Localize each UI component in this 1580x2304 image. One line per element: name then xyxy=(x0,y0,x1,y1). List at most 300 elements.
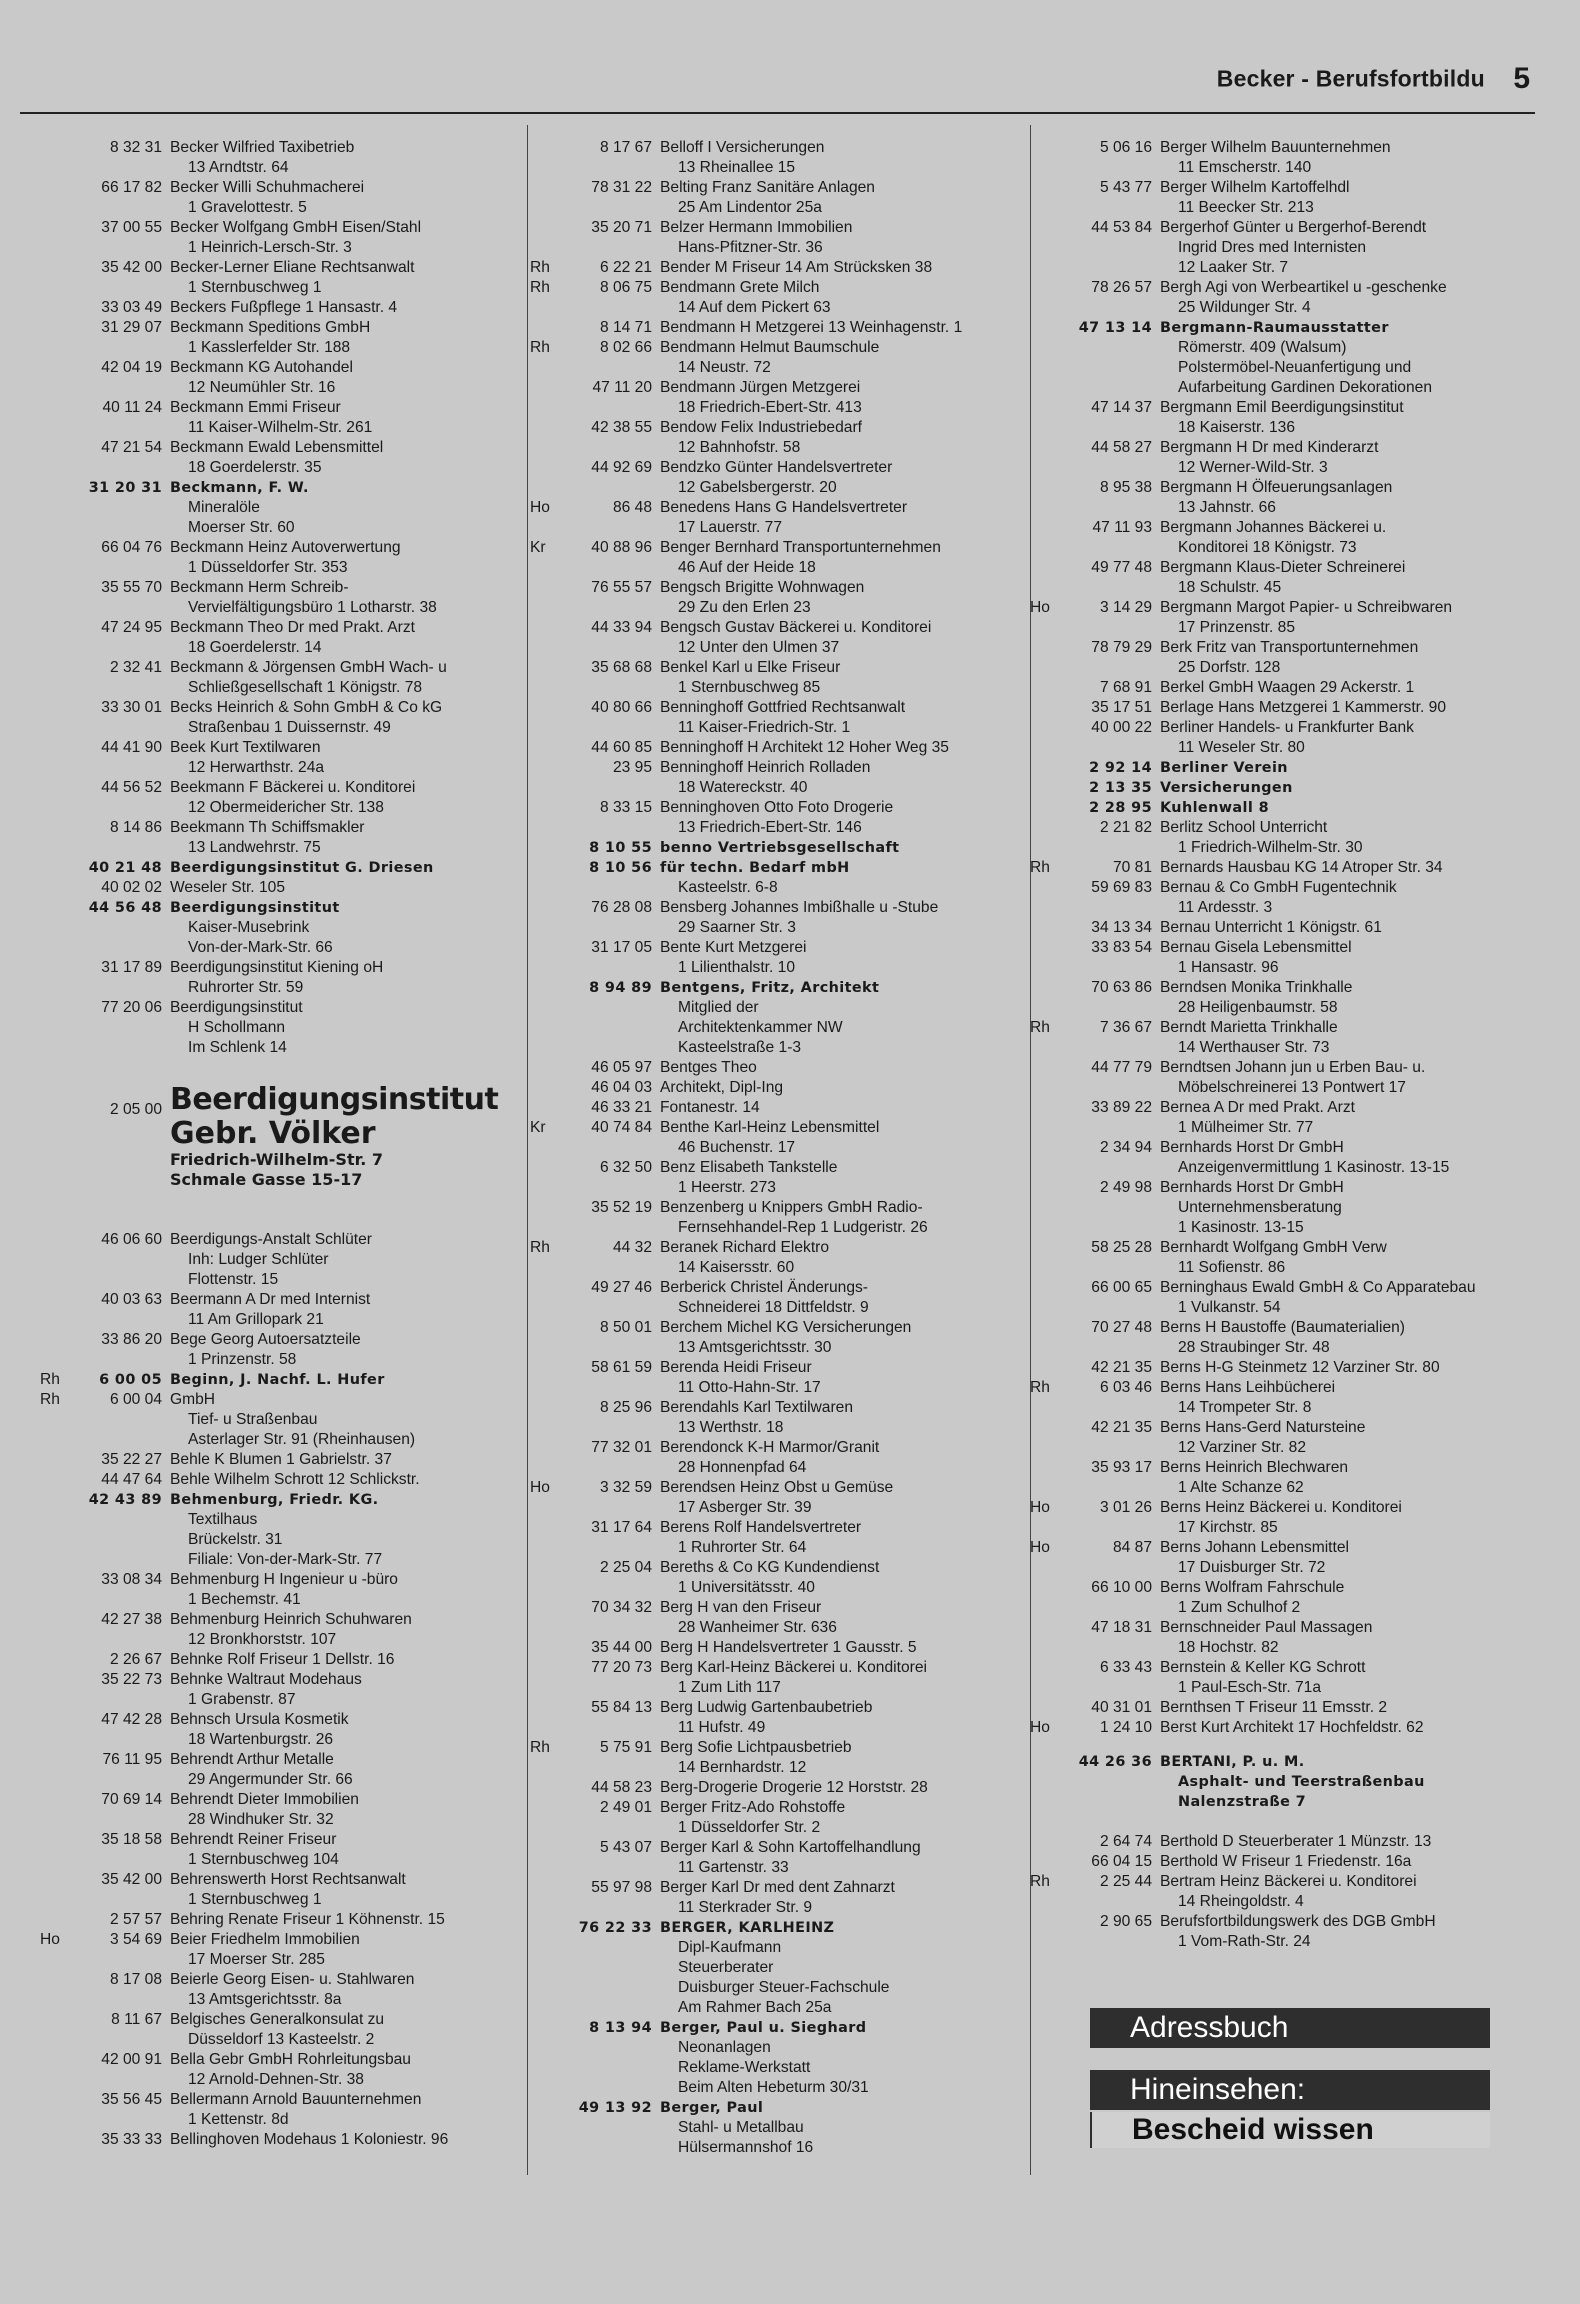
entry-ad-headline: Gebr. Völker xyxy=(170,1116,376,1151)
entry-district xyxy=(40,1910,78,1930)
entry-district xyxy=(530,218,568,258)
entry-line: Anzeigenvermittlung 1 Kasinostr. 13-15 xyxy=(1178,1159,1450,1176)
entry-district xyxy=(530,758,568,798)
entry-subline: Duisburger Steuer-Fachschule xyxy=(678,1979,890,1996)
entry-line: 46 Auf der Heide 18 xyxy=(678,559,816,576)
entry-line: Belgisches Generalkonsulat zu xyxy=(170,2011,385,2028)
directory-entry xyxy=(530,138,1030,178)
entry-line: Bernea A Dr med Prakt. Arzt xyxy=(1160,1099,1356,1116)
entry-ad-headline: Beerdigungsinstitut xyxy=(170,1082,499,1117)
entry-line: 25 Wildunger Str. 4 xyxy=(1178,299,1311,316)
entry-line: 12 Obermeidericher Str. 138 xyxy=(188,799,384,816)
entry-phone-number: 40 74 84 xyxy=(591,1119,652,1136)
entry-district: Ho xyxy=(1030,1539,1050,1556)
directory-column-2 xyxy=(530,138,1030,2158)
directory-entry xyxy=(530,618,1030,658)
entry-line: Bergmann-Raumausstatter xyxy=(1160,320,1389,336)
entry-line: Beerdigungsinstitut G. Driesen xyxy=(170,860,434,876)
entry-phone-number: 76 22 33 xyxy=(578,1920,652,1936)
entry-line: 28 Wanheimer Str. 636 xyxy=(678,1619,837,1636)
banner-adressbuch: Adressbuch xyxy=(1090,2008,1490,2048)
directory-entry xyxy=(1030,1458,1550,1498)
entry-line: Bellinghoven Modehaus 1 Koloniestr. 96 xyxy=(170,2131,449,2148)
entry-line: 11 Hufstr. 49 xyxy=(678,1719,766,1736)
entry-line: Berliner Handels- u Frankfurter Bank xyxy=(1160,719,1414,736)
entry-district xyxy=(530,1518,568,1558)
entry-line: Berger Wilhelm Kartoffelhdl xyxy=(1160,179,1350,196)
directory-entry xyxy=(530,2098,1030,2158)
entry-line: Beerdigungsinstitut xyxy=(170,900,340,916)
entry-district xyxy=(530,1658,568,1698)
entry-text xyxy=(1160,798,1550,818)
directory-entry xyxy=(40,218,510,258)
entry-line: Berns Heinrich Blechwaren xyxy=(1160,1459,1349,1476)
entry-line: 1 Prinzenstr. 58 xyxy=(188,1351,297,1368)
directory-entry xyxy=(530,1698,1030,1738)
directory-entry xyxy=(40,1610,510,1650)
entry-text xyxy=(170,1450,510,1470)
directory-entry xyxy=(40,2010,510,2050)
entry-district: Ho xyxy=(1030,1719,1050,1736)
entry-district xyxy=(530,378,568,418)
entry-line: Beckmann Theo Dr med Prakt. Arzt xyxy=(170,619,415,636)
entry-phone-number: 8 10 55 xyxy=(589,840,652,856)
entry-line: 18 Wartenburgstr. 26 xyxy=(188,1731,334,1748)
entry-district xyxy=(40,698,78,738)
entry-text xyxy=(660,1798,1030,1838)
entry-text xyxy=(170,1750,510,1790)
entry-text xyxy=(660,1398,1030,1438)
entry-line: 18 Goerdelerstr. 35 xyxy=(188,459,322,476)
entry-phone-number: 40 02 02 xyxy=(101,879,162,896)
directory-entry xyxy=(530,1738,1030,1778)
entry-subline: Mitglied der xyxy=(678,999,759,1016)
entry-phone-number: 31 29 07 xyxy=(101,319,162,336)
entry-text xyxy=(1160,1138,1550,1178)
entry-subline: Steuerberater xyxy=(678,1959,774,1976)
entry-text xyxy=(1160,1752,1550,1812)
entry-phone-number: 78 26 57 xyxy=(1091,279,1152,296)
entry-text xyxy=(660,1738,1030,1778)
entry-text xyxy=(660,1518,1030,1558)
entry-phone-number: 42 43 89 xyxy=(88,1492,162,1508)
entry-line: 1 Sternbuschweg 85 xyxy=(678,679,821,696)
entry-text xyxy=(1160,1872,1550,1912)
entry-line: 14 Rheingoldstr. 4 xyxy=(1178,1893,1304,1910)
entry-phone-number: 46 04 03 xyxy=(591,1079,652,1096)
entry-text xyxy=(1160,1178,1550,1238)
entry-phone-number: 78 31 22 xyxy=(591,179,652,196)
entry-line: 12 Bronkhorststr. 107 xyxy=(188,1631,337,1648)
entry-line: Bernau & Co GmbH Fugentechnik xyxy=(1160,879,1397,896)
entry-phone-number: 76 11 95 xyxy=(102,1751,162,1768)
entry-district xyxy=(1030,318,1068,398)
entry-line: Bente Kurt Metzgerei xyxy=(660,939,807,956)
entry-line: 28 Windhuker Str. 32 xyxy=(188,1811,334,1828)
entry-line: 12 Neumühler Str. 16 xyxy=(188,379,336,396)
entry-line: 17 Duisburger Str. 72 xyxy=(1178,1559,1326,1576)
entry-line: Berg Karl-Heinz Bäckerei u. Konditorei xyxy=(660,1659,927,1676)
entry-line: Ruhrorter Str. 59 xyxy=(188,979,304,996)
entry-text xyxy=(1160,858,1550,878)
entry-text xyxy=(1160,218,1550,278)
entry-line: Behrenswerth Horst Rechtsanwalt xyxy=(170,1871,406,1888)
directory-entry xyxy=(1030,1832,1550,1852)
entry-district xyxy=(1030,1912,1068,1952)
entry-line: 12 Bahnhofstr. 58 xyxy=(678,439,801,456)
entry-text xyxy=(1160,1378,1550,1418)
entry-text xyxy=(1160,1618,1550,1658)
entry-line: 11 Kaiser-Friedrich-Str. 1 xyxy=(678,719,851,736)
entry-phone-number: 47 14 37 xyxy=(1091,399,1152,416)
entry-line: Beek Kurt Textilwaren xyxy=(170,739,321,756)
entry-subline: Römerstr. 409 (Walsum) xyxy=(1178,339,1347,356)
directory-entry xyxy=(530,738,1030,758)
entry-text xyxy=(170,1330,510,1370)
entry-line: Belzer Hermann Immobilien xyxy=(660,219,853,236)
entry-phone-number: 33 83 54 xyxy=(1091,939,1152,956)
entry-line: Berchem Michel KG Versicherungen xyxy=(660,1319,912,1336)
entry-phone-number: 35 52 19 xyxy=(591,1199,652,1216)
entry-line: Bernhards Horst Dr GmbH xyxy=(1160,1179,1344,1196)
banner-bescheid-wissen: Bescheid wissen xyxy=(1090,2112,1490,2148)
entry-district xyxy=(1030,778,1068,798)
entry-text xyxy=(170,1390,510,1450)
entry-district xyxy=(40,1650,78,1670)
directory-entry xyxy=(530,1118,1030,1158)
directory-entry xyxy=(40,2050,510,2090)
entry-line: Berlage Hans Metzgerei 1 Kammerstr. 90 xyxy=(1160,699,1447,716)
directory-entry xyxy=(40,318,510,358)
entry-district xyxy=(40,1470,78,1490)
entry-phone-number: 2 64 74 xyxy=(1099,1833,1152,1850)
entry-district xyxy=(40,438,78,478)
directory-entry xyxy=(1030,478,1550,518)
directory-entry xyxy=(1030,1238,1550,1278)
entry-phone-number: 33 89 22 xyxy=(1091,1099,1152,1116)
entry-line: Berger Karl & Sohn Kartoffelhandlung xyxy=(660,1839,921,1856)
entry-line: 13 Arndtstr. 64 xyxy=(188,159,289,176)
entry-phone-number: 33 86 20 xyxy=(101,1331,162,1348)
entry-line: 1 Universitätsstr. 40 xyxy=(678,1579,815,1596)
entry-district xyxy=(1030,1278,1068,1318)
entry-phone-number: 70 63 86 xyxy=(1091,979,1152,996)
entry-phone-number: 8 14 71 xyxy=(599,319,652,336)
entry-district xyxy=(1030,878,1068,918)
entry-text xyxy=(1160,398,1550,438)
entry-district xyxy=(530,738,568,758)
entry-text xyxy=(170,1910,510,1930)
directory-entry xyxy=(1030,1912,1550,1952)
entry-text xyxy=(1160,1578,1550,1618)
entry-line: Bernthsen T Friseur 11 Emsstr. 2 xyxy=(1160,1699,1388,1716)
entry-line: Belting Franz Sanitäre Anlagen xyxy=(660,179,875,196)
directory-entry xyxy=(530,338,1030,378)
entry-text xyxy=(660,138,1030,178)
entry-district xyxy=(1030,518,1068,558)
entry-line: Berendonck K-H Marmor/Granit xyxy=(660,1439,880,1456)
entry-line: Berg H van den Friseur xyxy=(660,1599,822,1616)
entry-phone-number: 46 06 60 xyxy=(101,1231,162,1248)
entry-text xyxy=(1160,1498,1550,1538)
entry-text xyxy=(660,538,1030,578)
entry-text xyxy=(660,578,1030,618)
entry-line: Berndt Marietta Trinkhalle xyxy=(1160,1019,1338,1036)
entry-line: Bernau Unterricht 1 Königstr. 61 xyxy=(1160,919,1382,936)
directory-entry xyxy=(40,2130,510,2150)
entry-district xyxy=(530,798,568,838)
entry-line: Berg-Drogerie Drogerie 12 Horststr. 28 xyxy=(660,1779,928,1796)
directory-entry xyxy=(40,1570,510,1610)
entry-text xyxy=(170,1570,510,1610)
entry-phone-number: 8 94 89 xyxy=(589,980,652,996)
directory-entry xyxy=(40,1082,510,1190)
entry-line: Asterlager Str. 91 (Rheinhausen) xyxy=(188,1431,416,1448)
entry-district xyxy=(40,1790,78,1830)
banner-hineinsehen: Hineinsehen: xyxy=(1090,2070,1490,2110)
entry-line: Berns H Baustoffe (Baumaterialien) xyxy=(1160,1319,1405,1336)
directory-entry xyxy=(1030,1318,1550,1358)
entry-district xyxy=(40,1330,78,1370)
entry-district xyxy=(1030,1852,1068,1872)
entry-line: Unternehmensberatung xyxy=(1178,1199,1342,1216)
entry-district xyxy=(40,1870,78,1910)
entry-line: Beckmann KG Autohandel xyxy=(170,359,353,376)
entry-text xyxy=(170,1370,510,1390)
entry-line: 11 Sofienstr. 86 xyxy=(1178,1259,1286,1276)
entry-text xyxy=(660,318,1030,338)
entry-phone-number: 66 10 00 xyxy=(1091,1579,1152,1596)
entry-district xyxy=(530,938,568,978)
entry-line: 1 Sternbuschweg 1 xyxy=(188,279,322,296)
directory-entry xyxy=(40,858,510,878)
entry-subline: Von-der-Mark-Str. 66 xyxy=(188,939,333,956)
entry-phone-number: 33 03 49 xyxy=(101,299,162,316)
entry-line: 11 Emscherstr. 140 xyxy=(1178,159,1312,176)
entry-subline: Dipl-Kaufmann xyxy=(678,1939,782,1956)
entry-district: Rh xyxy=(40,1371,60,1388)
entry-line: 1 Kasinostr. 13-15 xyxy=(1178,1219,1304,1236)
entry-district xyxy=(1030,398,1068,438)
entry-phone-number: 8 13 94 xyxy=(589,2020,652,2036)
entry-phone-number: 55 84 13 xyxy=(591,1699,652,1716)
entry-line: Beekmann Th Schiffsmakler xyxy=(170,819,365,836)
directory-column-1 xyxy=(40,138,510,2150)
entry-line: Berg H Handelsvertreter 1 Gausstr. 5 xyxy=(660,1639,917,1656)
directory-entry xyxy=(40,1470,510,1490)
entry-line: Berthold D Steuerberater 1 Münzstr. 13 xyxy=(1160,1833,1432,1850)
entry-line: H Schollmann xyxy=(188,1019,286,1036)
entry-text xyxy=(170,358,510,398)
entry-line: Bergmann H Ölfeuerungsanlagen xyxy=(1160,479,1393,496)
entry-phone-number: 31 17 64 xyxy=(591,1519,652,1536)
entry-district xyxy=(530,1198,568,1238)
entry-district xyxy=(530,1638,568,1658)
entry-text xyxy=(170,658,510,698)
entry-line: Benninghoff H Architekt 12 Hoher Weg 35 xyxy=(660,739,949,756)
entry-district: Rh xyxy=(40,1391,60,1408)
entry-line: 13 Landwehrstr. 75 xyxy=(188,839,321,856)
directory-entry xyxy=(530,1918,1030,2018)
entry-line: 12 Gabelsbergerstr. 20 xyxy=(678,479,837,496)
entry-text xyxy=(1160,778,1550,798)
entry-text xyxy=(1160,938,1550,978)
entry-phone-number: 8 32 31 xyxy=(109,139,162,156)
entry-line: Beekmann F Bäckerei u. Konditorei xyxy=(170,779,416,796)
entry-line: Beier Friedhelm Immobilien xyxy=(170,1931,360,1948)
entry-text xyxy=(660,1478,1030,1518)
entry-line: Bensberg Johannes Imbißhalle u -Stube xyxy=(660,899,939,916)
entry-line: 18 Friedrich-Ebert-Str. 413 xyxy=(678,399,862,416)
entry-district: Rh xyxy=(1030,1873,1050,1890)
directory-entry xyxy=(1030,758,1550,778)
entry-line: Beckmann Heinz Autoverwertung xyxy=(170,539,401,556)
entry-district xyxy=(40,1290,78,1330)
directory-entry xyxy=(40,258,510,298)
entry-subline: Kasteelstr. 6-8 xyxy=(678,879,778,896)
entry-line: Weseler Str. 105 xyxy=(170,879,285,896)
entry-subline: Aufarbeitung Gardinen Dekorationen xyxy=(1178,379,1432,396)
directory-entry xyxy=(1030,1852,1550,1872)
entry-district: Rh xyxy=(1030,859,1050,876)
directory-entry xyxy=(40,178,510,218)
entry-line: Becker Wolfgang GmbH Eisen/Stahl xyxy=(170,219,422,236)
entry-text xyxy=(1160,878,1550,918)
entry-line: Bendmann Jürgen Metzgerei xyxy=(660,379,861,396)
entry-phone-number: 44 58 27 xyxy=(1091,439,1152,456)
entry-district xyxy=(40,2090,78,2130)
entry-phone-number: 66 17 82 xyxy=(101,179,162,196)
entry-text xyxy=(660,658,1030,698)
entry-line: 17 Prinzenstr. 85 xyxy=(1178,619,1296,636)
entry-line: 17 Asberger Str. 39 xyxy=(678,1499,812,1516)
entry-district xyxy=(530,1878,568,1918)
entry-line: Berger, Paul xyxy=(660,2100,764,2116)
entry-line: Benninghoff Heinrich Rolladen xyxy=(660,759,871,776)
entry-line: Berk Fritz van Transportunternehmen xyxy=(1160,639,1419,656)
entry-line: 1 Mülheimer Str. 77 xyxy=(1178,1119,1314,1136)
directory-entry xyxy=(40,538,510,578)
entry-phone-number: 35 22 27 xyxy=(101,1451,162,1468)
entry-text xyxy=(1160,818,1550,858)
entry-line: 18 Goerdelerstr. 14 xyxy=(188,639,322,656)
entry-text xyxy=(170,1970,510,2010)
entry-line: 29 Saarner Str. 3 xyxy=(678,919,796,936)
directory-entry xyxy=(530,498,1030,538)
entry-line: 1 Lilienthalstr. 10 xyxy=(678,959,796,976)
entry-line: 1 Heerstr. 273 xyxy=(678,1179,776,1196)
entry-phone-number: 2 25 44 xyxy=(1099,1873,1152,1890)
entry-district xyxy=(1030,1358,1068,1378)
directory-entry xyxy=(40,698,510,738)
entry-phone-number: 47 42 28 xyxy=(101,1711,162,1728)
entry-line: 11 Beecker Str. 213 xyxy=(1178,199,1314,216)
entry-text xyxy=(1160,1418,1550,1458)
entry-text xyxy=(1160,138,1550,178)
directory-entry xyxy=(40,1910,510,1930)
entry-phone-number: 44 92 69 xyxy=(591,459,652,476)
entry-phone-number: 8 11 67 xyxy=(111,2011,162,2028)
entry-phone-number: 42 38 55 xyxy=(591,419,652,436)
entry-line: 11 Ardesstr. 3 xyxy=(1178,899,1273,916)
entry-line: Berndsen Monika Trinkhalle xyxy=(1160,979,1353,996)
directory-entry xyxy=(40,738,510,778)
entry-line: Beerdigungsinstitut xyxy=(170,999,303,1016)
entry-district xyxy=(530,1058,568,1078)
entry-line: 11 Gartenstr. 33 xyxy=(678,1859,789,1876)
entry-line: Beermann A Dr med Internist xyxy=(170,1291,371,1308)
entry-text xyxy=(660,1358,1030,1398)
directory-entry xyxy=(40,138,510,178)
entry-line: BERTANI, P. u. M. xyxy=(1160,1754,1305,1770)
entry-phone-number: 40 00 22 xyxy=(1091,719,1152,736)
entry-phone-number: 40 03 63 xyxy=(101,1291,162,1308)
entry-text xyxy=(1160,1278,1550,1318)
entry-phone-number: 3 01 26 xyxy=(1099,1499,1152,1516)
entry-phone-number: 44 32 xyxy=(612,1239,652,1256)
entry-line: Becker Willi Schuhmacherei xyxy=(170,179,365,196)
entry-district xyxy=(40,1670,78,1710)
entry-line: Bergmann Emil Beerdigungsinstitut xyxy=(1160,399,1404,416)
entry-district xyxy=(530,178,568,218)
entry-line: 13 Werthstr. 18 xyxy=(678,1419,784,1436)
entry-phone-number: 42 21 35 xyxy=(1091,1359,1152,1376)
entry-text xyxy=(170,218,510,258)
entry-text xyxy=(660,1438,1030,1478)
entry-line: 1 Gravelottestr. 5 xyxy=(188,199,307,216)
entry-phone-number: 84 87 xyxy=(1112,1539,1152,1556)
entry-text xyxy=(170,178,510,218)
entry-text xyxy=(170,738,510,778)
directory-entry xyxy=(530,798,1030,838)
entry-district: Kr xyxy=(530,539,546,556)
entry-phone-number: 6 00 05 xyxy=(99,1372,162,1388)
entry-line: Berthold W Friseur 1 Friedenstr. 16a xyxy=(1160,1853,1412,1870)
entry-line: Berger, Paul u. Sieghard xyxy=(660,2020,867,2036)
entry-text xyxy=(170,1830,510,1870)
entry-text xyxy=(660,1838,1030,1878)
directory-entry xyxy=(40,1230,510,1290)
directory-entry xyxy=(1030,1618,1550,1658)
entry-line: Behmenburg, Friedr. KG. xyxy=(170,1492,379,1508)
entry-line: 12 Varziner Str. 82 xyxy=(1178,1439,1306,1456)
entry-phone-number: 5 43 77 xyxy=(1099,179,1152,196)
directory-entry xyxy=(1030,1658,1550,1698)
entry-district xyxy=(530,698,568,738)
entry-text xyxy=(170,258,510,298)
page-number: 5 xyxy=(1513,62,1530,95)
entry-phone-number: 33 08 34 xyxy=(101,1571,162,1588)
entry-district xyxy=(40,658,78,698)
entry-district xyxy=(530,1778,568,1798)
entry-subline: Beim Alten Hebeturm 30/31 xyxy=(678,2079,869,2096)
entry-district xyxy=(530,2018,568,2098)
directory-entry xyxy=(1030,938,1550,978)
directory-entry xyxy=(40,1970,510,2010)
entry-text xyxy=(1160,1718,1550,1738)
entry-district xyxy=(1030,978,1068,1018)
entry-district xyxy=(1030,178,1068,218)
directory-entry xyxy=(40,818,510,858)
directory-entry xyxy=(40,618,510,658)
entry-text xyxy=(660,1638,1030,1658)
entry-text xyxy=(1160,518,1550,558)
directory-entry xyxy=(530,578,1030,618)
entry-district xyxy=(40,1710,78,1750)
entry-phone-number: 66 00 65 xyxy=(1091,1279,1152,1296)
entry-district xyxy=(1030,1578,1068,1618)
entry-line: Behring Renate Friseur 1 Köhnenstr. 15 xyxy=(170,1911,445,1928)
